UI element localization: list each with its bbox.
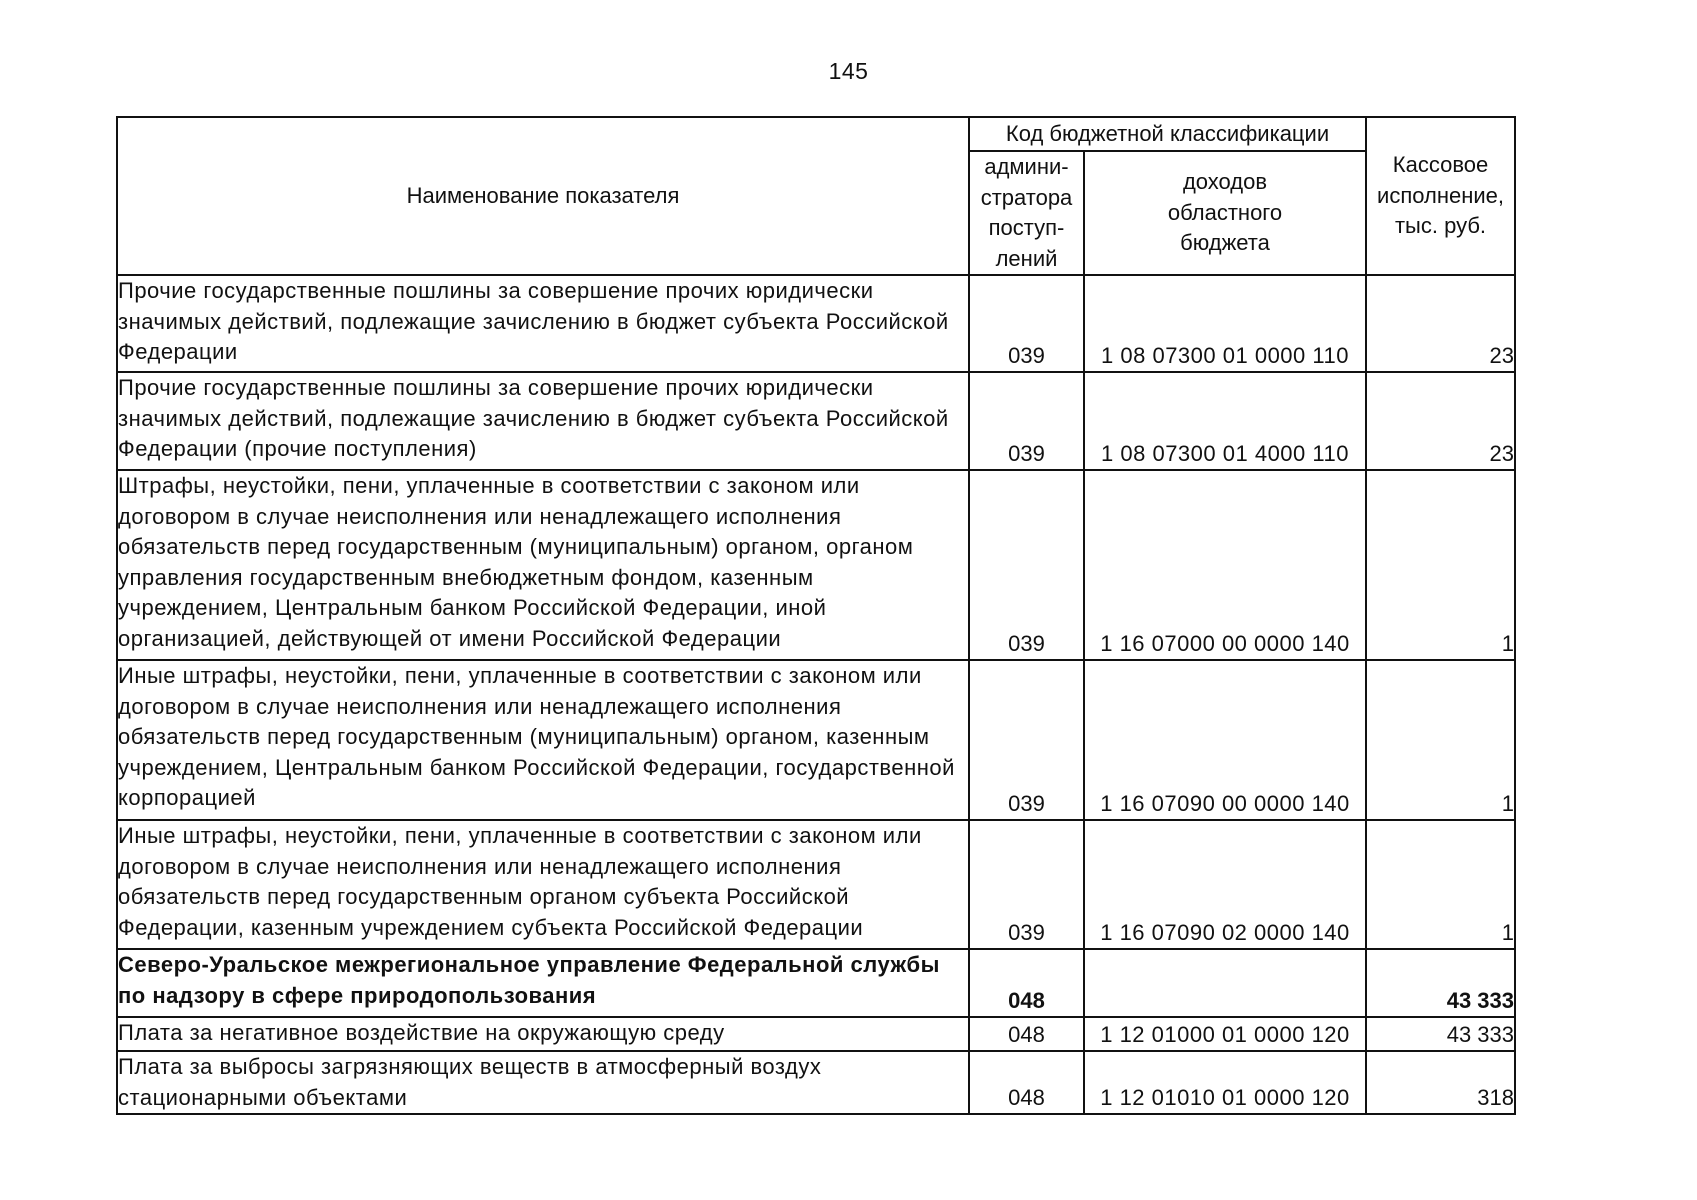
row-admin-code: 039 — [969, 660, 1084, 820]
row-amount: 43 333 — [1366, 1017, 1515, 1051]
header-income-label: доходов областного бюджета — [1167, 169, 1283, 256]
row-income-code: 1 16 07090 00 0000 140 — [1084, 660, 1366, 820]
table-row — [117, 660, 1515, 820]
header-admin — [969, 151, 1084, 275]
row-admin-code: 048 — [969, 949, 1084, 1017]
row-amount: 1 — [1366, 820, 1515, 949]
row-income-code — [1084, 949, 1366, 1017]
row-name: Прочие государственные пошлины за совершение прочих юридически значимых действий, подлежащие зачислению в бюджет субъекта Российской Федерации — [117, 275, 969, 372]
row-admin-code: 039 — [969, 820, 1084, 949]
row-amount: 1 — [1366, 660, 1515, 820]
row-name: Иные штрафы, неустойки, пени, уплаченные в соответствии с законом или договором в случае неисполнения или ненадлежащего исполнения обязательств перед государственным (муниципальным) органом, казенным учреждением, Центральным банком Российской Федерации, государственной корпорацией — [117, 660, 969, 820]
budget-revenue-table — [116, 116, 1516, 1115]
header-amount — [1366, 117, 1515, 275]
header-name-label: Наименование показателя — [406, 182, 680, 208]
row-name: Плата за выбросы загрязняющих веществ в атмосферный воздух стационарными объектами — [117, 1051, 969, 1114]
row-admin-code: 039 — [969, 275, 1084, 372]
row-admin-code: 039 — [969, 470, 1084, 660]
row-admin-code: 048 — [969, 1051, 1084, 1114]
table-row — [117, 372, 1515, 470]
row-amount: 23 — [1366, 275, 1515, 372]
row-name: Иные штрафы, неустойки, пени, уплаченные в соответствии с законом или договором в случае неисполнения или ненадлежащего исполнения обязательств перед государственным органом субъекта Российской Федерации, казенным учреждением субъекта Российской Федерации — [117, 820, 969, 949]
table-row-summary — [117, 949, 1515, 1017]
row-amount: 43 333 — [1366, 949, 1515, 1017]
header-code-group-label: Код бюджетной классификации — [1005, 120, 1330, 146]
row-income-code: 1 08 07300 01 0000 110 — [1084, 275, 1366, 372]
header-name — [117, 117, 969, 275]
row-income-code: 1 12 01000 01 0000 120 — [1084, 1017, 1366, 1051]
header-admin-label: админи- стратора поступ- лений — [980, 154, 1073, 271]
table-row — [117, 820, 1515, 949]
table-row — [117, 275, 1515, 372]
row-amount: 318 — [1366, 1051, 1515, 1114]
row-name: Плата за негативное воздействие на окружающую среду — [117, 1017, 969, 1051]
row-admin-code: 048 — [969, 1017, 1084, 1051]
table-row — [117, 470, 1515, 660]
row-income-code: 1 16 07090 02 0000 140 — [1084, 820, 1366, 949]
row-income-code: 1 12 01010 01 0000 120 — [1084, 1051, 1366, 1114]
row-amount: 1 — [1366, 470, 1515, 660]
row-name: Штрафы, неустойки, пени, уплаченные в соответствии с законом или договором в случае неисполнения или ненадлежащего исполнения обязательств перед государственным (муниципальным) органом, органом управления государственным внебюджетным фондом, казенным учреждением, Центральным банком Российской Федерации, иной организацией, действующей от имени Российской Федерации — [117, 470, 969, 660]
row-name: Северо-Уральское межрегиональное управление Федеральной службы по надзору в сфере природопользования — [117, 949, 969, 1017]
page-number: 145 — [828, 58, 869, 84]
header-income — [1084, 151, 1366, 275]
header-code-group — [969, 117, 1366, 151]
row-income-code: 1 16 07000 00 0000 140 — [1084, 470, 1366, 660]
row-admin-code: 039 — [969, 372, 1084, 470]
row-name: Прочие государственные пошлины за совершение прочих юридически значимых действий, подлежащие зачислению в бюджет субъекта Российской Федерации (прочие поступления) — [117, 372, 969, 470]
table-row — [117, 1017, 1515, 1051]
table-row — [117, 1051, 1515, 1114]
row-amount: 23 — [1366, 372, 1515, 470]
row-income-code: 1 08 07300 01 4000 110 — [1084, 372, 1366, 470]
header-amount-label: Кассовое исполнение, тыс. руб. — [1377, 152, 1504, 239]
